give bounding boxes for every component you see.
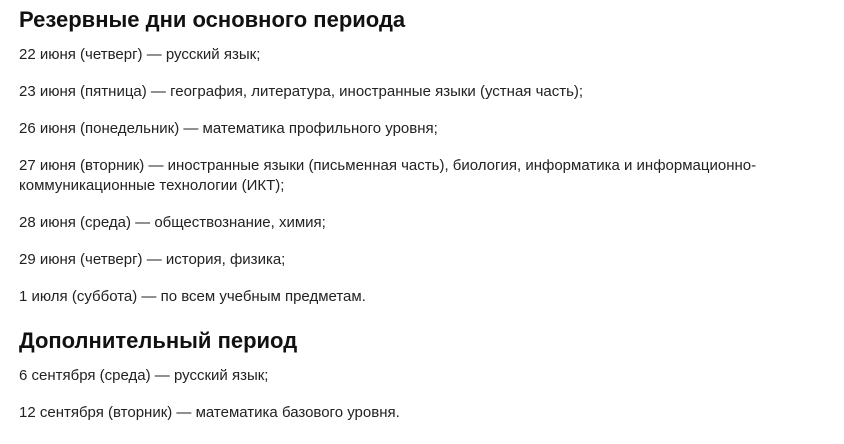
schedule-item: 27 июня (вторник) — иностранные языки (письменная часть), биология, информатика и информационно-коммуникационные технологии (ИКТ);	[19, 157, 757, 194]
schedule-item: 6 сентября (среда) — русский язык;	[19, 367, 269, 384]
section-title-reserve-days: Резервные дни основного периода	[19, 7, 406, 32]
section-title-additional-period: Дополнительный период	[19, 328, 298, 353]
schedule-item: 26 июня (понедельник) — математика профильного уровня;	[19, 120, 438, 137]
section-additional-period	[19, 327, 834, 423]
document-content	[19, 0, 834, 423]
schedule-item: 22 июня (четверг) — русский язык;	[19, 46, 261, 63]
schedule-item: 12 сентября (вторник) — математика базового уровня.	[19, 404, 400, 421]
schedule-item: 28 июня (среда) — обществознание, химия;	[19, 214, 326, 231]
schedule-item: 1 июля (суббота) — по всем учебным предметам.	[19, 288, 366, 305]
schedule-item: 29 июня (четверг) — история, физика;	[19, 251, 286, 268]
section-reserve-days	[19, 6, 834, 307]
schedule-item: 23 июня (пятница) — география, литература, иностранные языки (устная часть);	[19, 83, 584, 100]
